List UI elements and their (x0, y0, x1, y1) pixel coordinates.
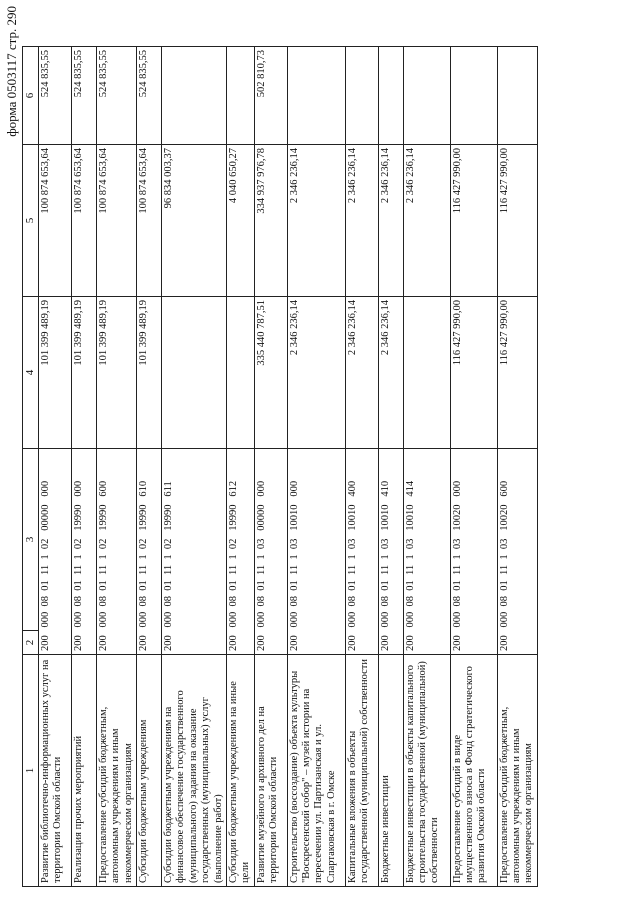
row-code-cell: 200 (450, 631, 497, 655)
table-body (23, 47, 538, 887)
row-name-cell: Предоставление субсидий в виде имущественного взноса в Фонд стратегического развития Омской области (450, 655, 497, 887)
row-col5-cell: 2 346 236,14 (345, 145, 378, 297)
row-code-cell: 200 (137, 631, 162, 655)
row-col6-cell (162, 47, 227, 145)
row-name-cell: Развитие музейного и архивного дел на территории Омской области (254, 655, 287, 887)
row-name-cell: Капитальные вложения в объекты государственной (муниципальной) собственности (345, 655, 378, 887)
row-name-cell: Развитие библиотечно-информационных услуг на территории Омской области (38, 655, 71, 887)
row-name-cell: Бюджетные инвестиции (378, 655, 403, 887)
row-code-cell: 200 (287, 631, 345, 655)
row-col5-cell: 100 874 653,64 (96, 145, 136, 297)
row-code-cell: 200 (38, 631, 71, 655)
row-name-cell: Субсидии бюджетным учреждениям на иные цели (226, 655, 254, 887)
table-row (450, 47, 497, 887)
table-row (345, 47, 378, 887)
row-col5-cell: 116 427 990,00 (497, 145, 537, 297)
row-col5-cell: 116 427 990,00 (450, 145, 497, 297)
form-label: форма 0503117 стр. 290 (4, 6, 19, 137)
row-budget-code-cell: 000 08 01 11 1 03 10010 410 (378, 449, 403, 631)
table-row (497, 47, 537, 887)
table-row (38, 47, 71, 887)
row-col4-cell (162, 297, 227, 449)
row-col5-cell: 334 937 976,78 (254, 145, 287, 297)
row-col5-cell: 96 834 003,37 (162, 145, 227, 297)
row-col6-cell: 524 835,55 (96, 47, 136, 145)
row-col5-cell: 4 040 650,27 (226, 145, 254, 297)
row-code-cell: 200 (345, 631, 378, 655)
row-col6-cell (226, 47, 254, 145)
header-cell-6: 6 (23, 47, 39, 145)
row-name-cell: Бюджетные инвестиции в объекты капитального строительства государственной (муниципальной) собственности (403, 655, 450, 887)
row-col6-cell (403, 47, 450, 145)
header-cell-2: 2 (23, 631, 39, 655)
table-row (162, 47, 227, 887)
row-name-cell: Субсидии бюджетным учреждениям на финансовое обеспечение государственного (муниципального) задания на оказание государственных (муниципальных) услуг (выполнение работ) (162, 655, 227, 887)
row-budget-code-cell: 000 08 01 11 1 03 10020 600 (497, 449, 537, 631)
row-col6-cell (345, 47, 378, 145)
row-col4-cell: 116 427 990,00 (450, 297, 497, 449)
row-col5-cell: 100 874 653,64 (38, 145, 71, 297)
row-code-cell: 200 (226, 631, 254, 655)
table-row (137, 47, 162, 887)
row-budget-code-cell: 000 08 01 11 1 02 00000 000 (38, 449, 71, 631)
row-col5-cell: 100 874 653,64 (137, 145, 162, 297)
table-row (378, 47, 403, 887)
row-col4-cell: 101 399 489,19 (137, 297, 162, 449)
row-code-cell: 200 (162, 631, 227, 655)
table-row (96, 47, 136, 887)
row-budget-code-cell: 000 08 01 11 1 02 19990 611 (162, 449, 227, 631)
row-col6-cell: 502 810,73 (254, 47, 287, 145)
header-cell-3: 3 (23, 449, 39, 631)
row-name-cell: Реализация прочих мероприятий (71, 655, 96, 887)
row-budget-code-cell: 000 08 01 11 1 02 19990 610 (137, 449, 162, 631)
table-row (254, 47, 287, 887)
row-code-cell: 200 (71, 631, 96, 655)
row-col6-cell: 524 835,55 (38, 47, 71, 145)
table-row (287, 47, 345, 887)
table-row (71, 47, 96, 887)
row-col6-cell (287, 47, 345, 145)
row-budget-code-cell: 000 08 01 11 1 03 10010 414 (403, 449, 450, 631)
row-code-cell: 200 (497, 631, 537, 655)
row-budget-code-cell: 000 08 01 11 1 03 10020 000 (450, 449, 497, 631)
row-col5-cell: 2 346 236,14 (378, 145, 403, 297)
budget-table (22, 46, 538, 887)
row-col4-cell: 2 346 236,14 (287, 297, 345, 449)
row-col6-cell: 524 835,55 (137, 47, 162, 145)
header-cell-4: 4 (23, 297, 39, 449)
header-cell-1: 1 (23, 655, 39, 887)
row-name-cell: Строительство (воссоздание) объекта культуры "Воскресенский собор" – музей истории на пересечении ул. Партизанская и ул. Спартаковская в г. Омске (287, 655, 345, 887)
row-budget-code-cell: 000 08 01 11 1 03 00000 000 (254, 449, 287, 631)
row-col4-cell: 101 399 489,19 (38, 297, 71, 449)
row-budget-code-cell: 000 08 01 11 1 03 10010 000 (287, 449, 345, 631)
row-col6-cell (450, 47, 497, 145)
row-name-cell: Субсидии бюджетным учреждениям (137, 655, 162, 887)
row-budget-code-cell: 000 08 01 11 1 03 10010 400 (345, 449, 378, 631)
row-col6-cell: 524 835,55 (71, 47, 96, 145)
row-budget-code-cell: 000 08 01 11 1 02 19990 612 (226, 449, 254, 631)
table-row (403, 47, 450, 887)
table-row (226, 47, 254, 887)
row-code-cell: 200 (403, 631, 450, 655)
row-code-cell: 200 (254, 631, 287, 655)
row-col4-cell: 2 346 236,14 (345, 297, 378, 449)
header-cell-5: 5 (23, 145, 39, 297)
row-col5-cell: 2 346 236,14 (403, 145, 450, 297)
row-col6-cell (378, 47, 403, 145)
row-col4-cell: 116 427 990,00 (497, 297, 537, 449)
row-col4-cell: 101 399 489,19 (71, 297, 96, 449)
row-name-cell: Предоставление субсидий бюджетным, автономным учреждениям и иным некоммерческим организациям (497, 655, 537, 887)
row-col4-cell (403, 297, 450, 449)
row-code-cell: 200 (96, 631, 136, 655)
row-col4-cell: 101 399 489,19 (96, 297, 136, 449)
row-code-cell: 200 (378, 631, 403, 655)
row-col4-cell: 2 346 236,14 (378, 297, 403, 449)
row-col4-cell (226, 297, 254, 449)
row-col5-cell: 100 874 653,64 (71, 145, 96, 297)
row-budget-code-cell: 000 08 01 11 1 02 19990 600 (96, 449, 136, 631)
table-header-row (23, 47, 39, 887)
row-col4-cell: 335 440 787,51 (254, 297, 287, 449)
row-budget-code-cell: 000 08 01 11 1 02 19990 000 (71, 449, 96, 631)
row-col6-cell (497, 47, 537, 145)
row-col5-cell: 2 346 236,14 (287, 145, 345, 297)
row-name-cell: Предоставление субсидий бюджетным, автономным учреждениям и иным некоммерческим организациям (96, 655, 136, 887)
